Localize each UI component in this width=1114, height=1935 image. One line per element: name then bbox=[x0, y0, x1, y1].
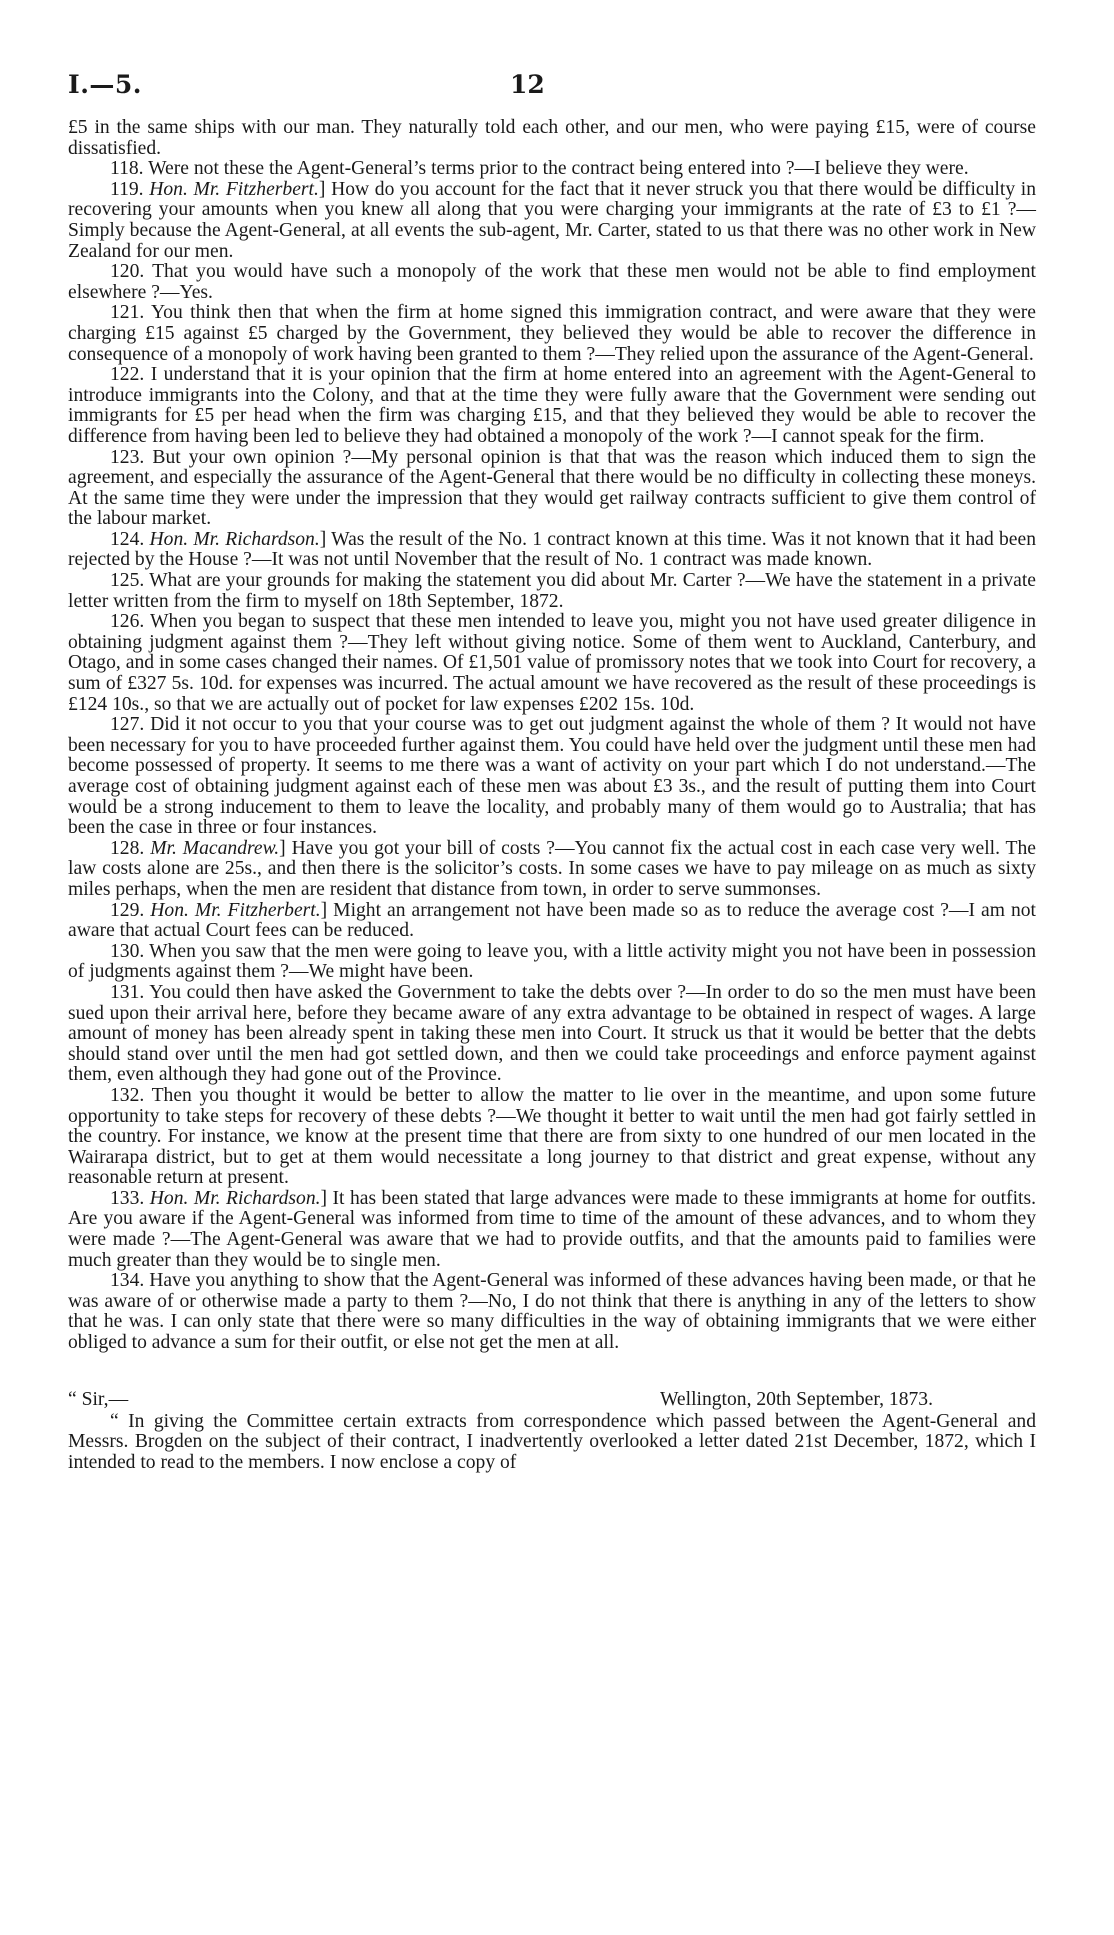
question-paragraph: 129. Hon. Mr. Fitzherbert.] Might an arrangement not have been made so as to reduce the average cost ?—I am not aware that actual Court fees can be reduced. bbox=[68, 899, 1036, 942]
paragraph-text: Have you anything to show that the Agent-General was informed of these advances having been made, or that he was aware of or otherwise made a party to them ?—No, I do not think that there is anything in any of the letters to show that he was. I can only state that there were so many difficulties in the way of obtaining immigrants that we were either obliged to advance a sum for their outfit, or else not get the men at all. bbox=[68, 1270, 1036, 1354]
paragraph-text: That you would have such a monopoly of the work that these men would not be able to find employment elsewhere ?—Yes. bbox=[68, 261, 1036, 303]
question-paragraph bbox=[68, 983, 1036, 1086]
paragraph-text: When you began to suspect that these men intended to leave you, might you not have used greater diligence in obtaining judgment against them ?—They left without giving notice. Some of them went to Auckland, Canterbury, and Otago, and in some cases changed their names. Of £1,501 value of promissory notes that we took into Court for recovery, a sum of £327 5s. 10d. for expenses was incurred. The actual amount we have recovered as the result of these proceedings is £124 10s., so that we are actually out of pocket for law expenses £202 15s. 10d. bbox=[68, 611, 1037, 715]
question-number: 128. bbox=[110, 837, 145, 859]
letter-heading bbox=[68, 1390, 1036, 1412]
question-number: 125. bbox=[110, 570, 145, 592]
letter-body: “ In giving the Committee certain extracts from correspondence which passed between the Agent-General and Messrs. Brogden on the subject of their contract, I inadvertently overlooked a letter dated 21st December, 1872, which I intended to read to the members. I now enclose a copy of bbox=[68, 1410, 1036, 1473]
speaker-name: Hon. Mr. Richardson. bbox=[149, 1187, 321, 1209]
speaker-name: Hon. Mr. Fitzherbert. bbox=[150, 899, 321, 921]
paragraph-text: But your own opinion ?—My personal opinion is that that was the reason which induced them to sign the agreement, and especially the assurance of the Agent-General that there would be no difficulty in collecting these moneys. At the same time they were under the impression that they would get railway contracts sufficient to give them control of the labour market. bbox=[68, 446, 1037, 530]
paragraph-text: It has been stated that large advances were made to these immigrants at home for outfits. Are you aware if the Agent-General was informed from time to time of the amount of these advances, and to whom they were made ?—The Agent-General was aware that we had to provide outfits, and that the amounts paid to families were much greater than they would be to single men. bbox=[68, 1187, 1036, 1271]
paragraph-text: I understand that it is your opinion that the firm at home entered into an agreement with the Agent-General to introduce immigrants into the Colony, and that at the time they were fully aware that the Government were sending out immigrants for £5 per head when the firm was charging £15, and that they believed they would be able to recover the difference from having been led to believe they had obtained a monopoly of the work ?—I cannot speak for the firm. bbox=[68, 364, 1036, 447]
speaker-name: Mr. Macandrew. bbox=[150, 837, 280, 859]
question-paragraph bbox=[68, 1086, 1036, 1189]
question-paragraph: 133. Hon. Mr. Richardson.] It has been stated that large advances were made to these immigrants at home for outfits. Are you aware if the Agent-General was informed from time to time of the amount of these advances, and to whom they were made ?—The Agent-General was aware that we had to provide outfits, and that the amounts paid to families were much greater than they would be to single men. bbox=[68, 1187, 1036, 1271]
question-paragraph bbox=[68, 571, 1036, 612]
paragraph-text: What are your grounds for making the statement you did about Mr. Carter ?—We have the statement in a private letter written from the firm to myself on 18th September, 1872. bbox=[68, 570, 1037, 612]
paragraph-text: You could then have asked the Government to take the debts over ?—In order to do so the men must have been sued upon their arrival here, before they became aware of any extra advantage to be obtained in respect of wages. A large amount of money has been already spent in taking these men into Court. It struck us that it would be better that the debts should stand over until the men had got settled down, and then we could take proceedings and enforce payment against them, even although they had gone out of the Province. bbox=[68, 981, 1037, 1086]
question-paragraph bbox=[68, 303, 1036, 365]
letter-dateline: Wellington, 20th September, 1873. bbox=[660, 1388, 934, 1410]
paragraph-text: How do you account for the fact that it never struck you that there would be difficulty in recovering your amounts when you knew all along that you were charging your immigrants at the rate of £3 to £1 ?—Simply because the Agent-General, at all events the sub-agent, Mr. Carter, stated to us that there was no other work in New Zealand for our men. bbox=[68, 178, 1036, 262]
paragraph-text: Did it not occur to you that your course was to get out judgment against the whole of them ? It would not have been necessary for you to have proceeded further against them. You could have held over the judgment until these men had become possessed of property. It seems to me there was a want of activity on your part which I do not understand.—The average cost of obtaining judgment against each of these men was about £3 3s., and the result of putting them into Court would be a strong inducement to them to leave the locality, and probably many of them would go to Australia; that has been the case in three or four instances. bbox=[68, 714, 1036, 839]
question-number: 134. bbox=[110, 1270, 145, 1292]
question-paragraph bbox=[68, 942, 1036, 983]
document-page bbox=[68, 70, 1036, 1473]
question-paragraph: 119. Hon. Mr. Fitzherbert.] How do you account for the fact that it never struck you that there would be difficulty in recovering your amounts when you knew all along that you were charging your immigrants at the rate of £3 to £1 ?—Simply because the Agent-General, at all events the sub-agent, Mr. Carter, stated to us that there was no other work in New Zealand for our men. bbox=[68, 178, 1036, 262]
question-number: 119. bbox=[110, 178, 144, 200]
question-number: 122. bbox=[110, 364, 145, 386]
question-paragraph: 128. Mr. Macandrew.] Have you got your bill of costs ?—You cannot fix the actual cost in each case very well. The law costs alone are 25s., and then there is the solicitor’s costs. In some cases we have to pay mileage on as much as sixty miles perhaps, when the men are resident that distance from town, in order to serve summonses. bbox=[68, 837, 1036, 900]
paragraph-text: £5 in the same ships with our man. They naturally told each other, and our men, who were paying £15, were of course dissatisfied. bbox=[68, 117, 1036, 159]
question-paragraph: 124. Hon. Mr. Richardson.] Was the result of the No. 1 contract known at this time. Was it not known that it had been rejected by the House ?—It was not until November that the result of No. 1 contract was made known. bbox=[68, 528, 1036, 571]
question-paragraph bbox=[68, 612, 1036, 715]
question-number: 124. bbox=[110, 528, 145, 550]
paragraph-text: When you saw that the men were going to leave you, with a little activity might you not have been in possession of judgments against them ?—We might have been. bbox=[68, 940, 1037, 983]
question-number: 130. bbox=[110, 940, 145, 962]
question-number: 129. bbox=[110, 899, 145, 921]
paragraph-text: Then you thought it would be better to allow the matter to lie over in the meantime, and upon some future opportunity to take steps for recovery of these debts ?—We thought it better to wait until the men had got fairly settled in the country. For instance, we know at the present time that there are from sixty to one hundred of our men located in the Wairarapa district, but to get at them would necessitate a long journey to that district and great expense, without any reasonable return at present. bbox=[68, 1084, 1036, 1189]
question-number: 118. bbox=[110, 158, 144, 180]
speaker-name: Hon. Mr. Richardson. bbox=[149, 528, 320, 550]
paragraph-text: Have you got your bill of costs ?—You cannot fix the actual cost in each case very well. The law costs alone are 25s., and then there is the solicitor’s costs. In some cases we have to pay mileage on as much as sixty miles perhaps, when the men are resident that distance from town, in order to serve summonses. bbox=[68, 837, 1036, 900]
paragraph-text: Was the result of the No. 1 contract known at this time. Was it not known that it had been rejected by the House ?—It was not until November that the result of No. 1 contract was made known. bbox=[68, 528, 1036, 571]
speaker-name: Hon. Mr. Fitzherbert. bbox=[149, 178, 319, 200]
paragraph-text: Might an arrangement not have been made so as to reduce the average cost ?—I am not aware that actual Court fees can be reduced. bbox=[68, 899, 1036, 942]
question-paragraph bbox=[68, 715, 1036, 839]
question-paragraph bbox=[68, 365, 1036, 447]
continued-paragraph bbox=[68, 118, 1036, 159]
question-number: 123. bbox=[110, 446, 145, 468]
question-number: 120. bbox=[110, 261, 145, 283]
letter bbox=[68, 1390, 1036, 1474]
question-paragraph bbox=[68, 262, 1036, 303]
question-paragraph bbox=[68, 1271, 1036, 1353]
document-reference: I.—5. bbox=[68, 70, 142, 99]
page-header bbox=[68, 70, 1036, 118]
question-number: 133. bbox=[110, 1187, 145, 1209]
paragraph-text: Were not these the Agent-General’s terms prior to the contract being entered into ?—I believe they were. bbox=[148, 158, 969, 180]
letter-salutation: “ Sir,— bbox=[68, 1388, 129, 1410]
question-number: 121. bbox=[110, 302, 145, 324]
question-paragraph bbox=[68, 159, 1036, 180]
question-number: 131. bbox=[110, 981, 145, 1003]
question-number: 132. bbox=[110, 1084, 145, 1106]
paragraph-text: You think then that when the firm at home signed this immigration contract, and were aware that they were charging £15 against £5 charged by the Government, they believed they would be able to recover the difference in consequence of a monopoly of work having been granted to them ?—They relied upon the assurance of the Agent-General. bbox=[68, 302, 1036, 365]
question-paragraph bbox=[68, 448, 1036, 530]
question-number: 126. bbox=[110, 611, 145, 633]
evidence-body bbox=[68, 118, 1036, 1354]
question-number: 127. bbox=[110, 714, 145, 736]
page-number: 12 bbox=[510, 70, 545, 99]
